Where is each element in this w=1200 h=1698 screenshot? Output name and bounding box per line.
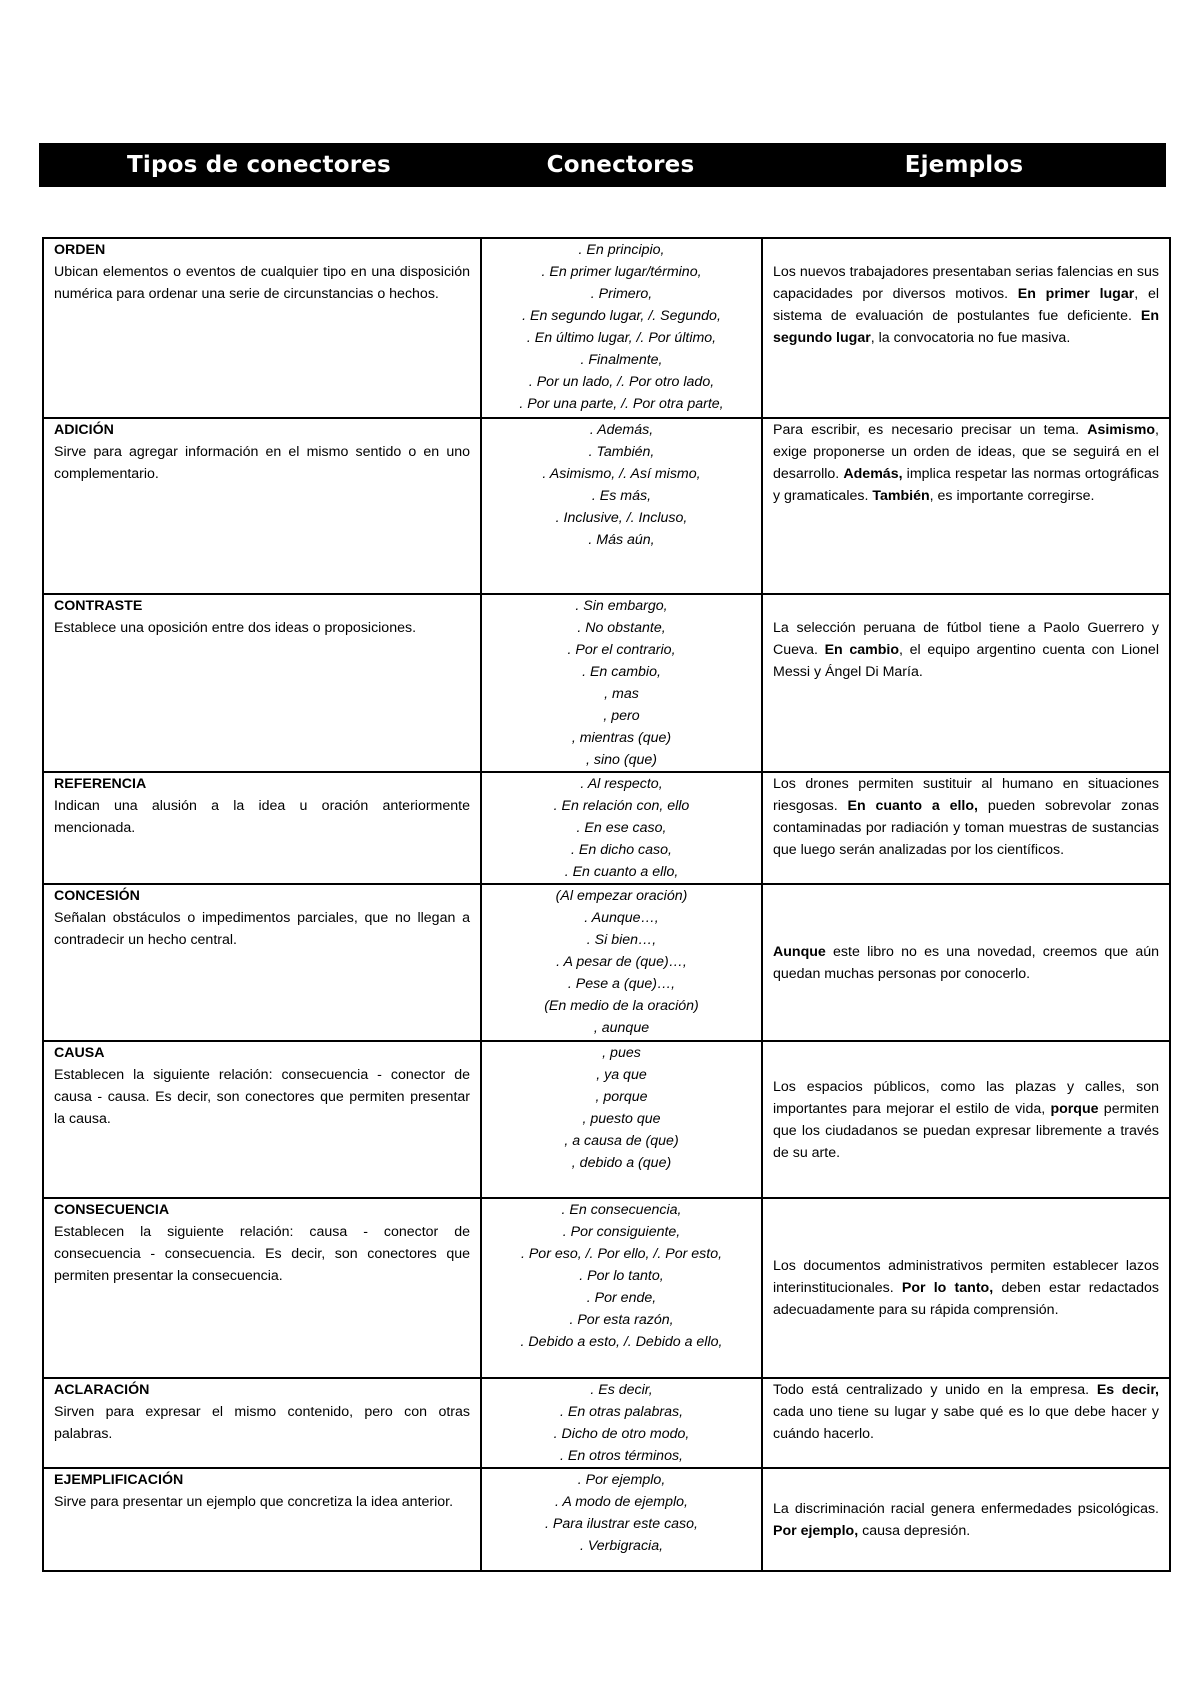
connector-item: . Por esta razón, <box>569 1312 674 1328</box>
connector-item: . Al respecto, <box>580 776 663 792</box>
example-segment: Para escribir, es necesario precisar un tema. <box>773 422 1088 438</box>
category-cell <box>43 1378 481 1468</box>
example-segment: Los drones permiten sustituir al humano en situaciones riesgosas. <box>773 776 1159 814</box>
example-segment: pueden sobrevolar zonas contaminadas por radiación y toman muestras de sustancias que luego serán analizadas por los científicos. <box>773 798 1159 858</box>
connector-item: . En último lugar, /. Por último, <box>526 330 717 346</box>
connector-item: . Por ejemplo, <box>577 1472 666 1488</box>
example-segment: permiten que los ciudadanos se puedan expresar libremente a través de su arte. <box>773 1100 1160 1161</box>
table-header-bar <box>39 143 1166 187</box>
connector-item: . Aunque…, <box>584 910 659 926</box>
example-text <box>763 1498 1169 1542</box>
header-conectores: Conectores <box>546 152 695 178</box>
example-segment: Los nuevos trabajadores presentaban serias falencias en sus capacidades por diversos motivos. <box>773 264 1159 302</box>
connector-item: . Además, <box>589 422 654 438</box>
connector-item: . Verbigracia, <box>579 1538 664 1554</box>
connector-item: . Por consiguiente, <box>562 1224 681 1240</box>
header-ejemplos: Ejemplos <box>904 152 1024 178</box>
category-description: Sirve para presentar un ejemplo que concretiza la idea anterior. <box>54 1494 454 1510</box>
category-title: ADICIÓN <box>54 422 114 438</box>
connector-item: , ya que <box>596 1067 647 1083</box>
example-text <box>763 941 1169 985</box>
connector-item: . Para ilustrar este caso, <box>545 1516 698 1532</box>
connectors-cell <box>481 772 762 884</box>
connectors-table <box>42 237 1171 1572</box>
table-row <box>43 884 1170 1041</box>
example-segment: implica respetar las normas ortográficas y gramaticales. <box>773 466 1159 504</box>
connector-item: . Por un lado, /. Por otro lado, <box>528 374 715 390</box>
connector-item: . Debido a esto, /. Debido a ello, <box>520 1334 723 1350</box>
connector-item: . En dicho caso, <box>571 842 672 858</box>
category-title: EJEMPLIFICACIÓN <box>54 1472 184 1488</box>
connector-item: . A pesar de (que)…, <box>556 954 687 970</box>
category-description: Establecen la siguiente relación: consecuencia - conector de causa - causa. Es decir, son conectores que permiten presentar la causa. <box>54 1067 470 1127</box>
example-connector-highlight: Por ejemplo, <box>773 1522 859 1539</box>
connector-item: . Asimismo, /. Así mismo, <box>542 466 701 482</box>
category-cell <box>43 1468 481 1571</box>
connector-item: . No obstante, <box>577 620 666 636</box>
table-row <box>43 1198 1170 1378</box>
connectors-cell <box>481 1468 762 1571</box>
example-connector-highlight: Por lo tanto, <box>901 1280 994 1296</box>
connectors-cell <box>481 1378 762 1468</box>
connector-item: . En consecuencia, <box>561 1202 682 1218</box>
example-segment: este libro no es una novedad, creemos que aún quedan muchas personas por conocerlo. <box>773 943 1159 982</box>
connector-item: . Inclusive, /. Incluso, <box>555 510 688 526</box>
example-text <box>763 1379 1169 1445</box>
connectors-cell <box>481 1198 762 1378</box>
category-description: Sirve para agregar información en el mismo sentido o en uno complementario. <box>54 444 470 482</box>
example-segment: Los documentos administrativos permiten establecer lazos interinstitucionales. <box>773 1258 1159 1296</box>
example-cell <box>762 238 1170 418</box>
connector-item: . Por ende, <box>586 1290 657 1306</box>
connector-item: . Si bien…, <box>586 932 657 948</box>
example-segment: , la convocatoria no fue masiva. <box>870 330 1071 346</box>
category-title: REFERENCIA <box>54 776 147 792</box>
example-segment: cada uno tiene su lugar y sabe qué es lo que debe hacer y cuándo hacerlo. <box>773 1404 1159 1442</box>
example-connector-highlight: También <box>872 488 930 504</box>
table-row <box>43 1378 1170 1468</box>
connector-item: (En medio de la oración) <box>544 998 699 1014</box>
example-connector-highlight: Asimismo <box>1087 422 1156 438</box>
connector-item: . En principio, <box>578 242 665 258</box>
example-cell <box>762 1378 1170 1468</box>
example-segment: Todo está centralizado y unido en la empresa. <box>773 1382 1097 1398</box>
example-connector-highlight: En cambio <box>824 642 900 658</box>
connector-item: . Por el contrario, <box>567 642 676 658</box>
connector-item: . A modo de ejemplo, <box>554 1494 688 1510</box>
category-cell <box>43 1198 481 1378</box>
category-description: Indican una alusión a la idea u oración anteriormente mencionada. <box>54 798 470 836</box>
category-title: CONTRASTE <box>54 598 143 614</box>
table-row <box>43 1041 1170 1198</box>
connector-item: . En cambio, <box>582 664 661 680</box>
connector-item: . Sin embargo, <box>575 598 668 614</box>
example-segment: , el sistema de evaluación de postulantes fue deficiente. <box>773 286 1159 324</box>
connector-item: . En cuanto a ello, <box>564 864 679 880</box>
connector-item: . En ese caso, <box>576 820 667 836</box>
category-description: Señalan obstáculos o impedimentos parciales, que no llegan a contradecir un hecho central. <box>54 910 470 948</box>
category-cell <box>43 594 481 772</box>
connector-item: , aunque <box>593 1020 650 1036</box>
category-cell <box>43 238 481 418</box>
category-title: CAUSA <box>54 1045 105 1061</box>
connectors-cell <box>481 418 762 594</box>
example-text <box>763 773 1169 861</box>
example-cell <box>762 1041 1170 1198</box>
category-title: CONCESIÓN <box>54 888 140 904</box>
example-text <box>763 1076 1169 1164</box>
example-connector-highlight: En primer lugar <box>1017 286 1135 302</box>
example-cell <box>762 594 1170 772</box>
example-connector-highlight: En segundo lugar <box>773 308 1159 346</box>
category-cell <box>43 1041 481 1198</box>
category-title: CONSECUENCIA <box>54 1202 170 1218</box>
connector-item: . En otras palabras, <box>559 1404 684 1420</box>
table-row <box>43 1468 1170 1571</box>
category-title: ORDEN <box>54 242 106 258</box>
connector-item: , pues <box>602 1045 641 1061</box>
example-segment: deben estar redactados adecuadamente para su rápida comprensión. <box>773 1280 1159 1318</box>
example-cell <box>762 772 1170 884</box>
connector-item: . En segundo lugar, /. Segundo, <box>522 308 721 324</box>
category-description: Sirven para expresar el mismo contenido, pero con otras palabras. <box>54 1404 470 1442</box>
connectors-cell <box>481 1041 762 1198</box>
table-row <box>43 594 1170 772</box>
example-connector-highlight: Además, <box>843 466 903 482</box>
example-text <box>763 1255 1169 1321</box>
example-text <box>763 595 1169 683</box>
connector-item: . En primer lugar/término, <box>541 264 702 280</box>
connectors-cell <box>481 884 762 1041</box>
example-cell <box>762 1468 1170 1571</box>
example-segment: Los espacios públicos, como las plazas y calles, son importantes para mejorar el estilo de vida, <box>773 1078 1159 1117</box>
example-segment: causa depresión. <box>858 1522 971 1539</box>
example-text <box>763 419 1169 507</box>
connector-item: . En relación con, ello <box>553 798 690 814</box>
example-segment: , es importante corregirse. <box>929 488 1095 504</box>
connector-item: . Por lo tanto, <box>579 1268 664 1284</box>
connector-item: (Al empezar oración) <box>555 888 688 904</box>
connector-item: , puesto que <box>582 1111 661 1127</box>
table-row <box>43 418 1170 594</box>
table-row <box>43 238 1170 418</box>
category-description: Establecen la siguiente relación: causa - conector de consecuencia - consecuencia. Es decir, son conectores que permiten presentar la consecuencia. <box>54 1224 470 1284</box>
category-description: Ubican elementos o eventos de cualquier tipo en una disposición numérica para ordenar una serie de circunstancias o hechos. <box>54 264 470 302</box>
category-description: Establece una oposición entre dos ideas o proposiciones. <box>54 620 417 636</box>
connector-item: . Más aún, <box>588 532 655 548</box>
connectors-cell <box>481 238 762 418</box>
example-connector-highlight: Aunque <box>773 943 826 960</box>
connector-item: , sino (que) <box>586 752 657 768</box>
table-row <box>43 772 1170 884</box>
connector-item: . Por una parte, /. Por otra parte, <box>519 396 724 412</box>
connector-item: . Finalmente, <box>580 352 663 368</box>
category-cell <box>43 418 481 594</box>
connector-item: . También, <box>588 444 655 460</box>
connector-item: . En otros términos, <box>559 1448 683 1464</box>
header-tipos: Tipos de conectores <box>127 152 391 178</box>
category-cell <box>43 772 481 884</box>
example-segment: La discriminación racial genera enfermedades psicológicas. <box>773 1500 1159 1517</box>
connector-item: , mientras (que) <box>571 730 672 746</box>
connector-item: . Es decir, <box>590 1382 653 1398</box>
example-connector-highlight: Es decir, <box>1096 1382 1159 1398</box>
connector-item: . Dicho de otro modo, <box>553 1426 690 1442</box>
example-cell <box>762 884 1170 1041</box>
example-segment: , el equipo argentino cuenta con Lionel Messi y Ángel Di María. <box>773 642 1159 680</box>
category-title: ACLARACIÓN <box>54 1382 150 1398</box>
example-connector-highlight: En cuanto a ello, <box>847 798 978 814</box>
connector-item: . Pese a (que)…, <box>567 976 676 992</box>
connector-item: , mas <box>604 686 639 702</box>
connector-item: , a causa de (que) <box>564 1133 679 1149</box>
connector-item: , debido a (que) <box>571 1155 672 1171</box>
connectors-cell <box>481 594 762 772</box>
example-text <box>763 239 1169 349</box>
connector-item: . Primero, <box>590 286 653 302</box>
connector-item: . Es más, <box>591 488 652 504</box>
connector-item: . Por eso, /. Por ello, /. Por esto, <box>520 1246 723 1262</box>
example-connector-highlight: porque <box>1050 1100 1099 1117</box>
connector-item: , porque <box>595 1089 648 1105</box>
connector-item: , pero <box>603 708 640 724</box>
category-cell <box>43 884 481 1041</box>
example-cell <box>762 418 1170 594</box>
example-cell <box>762 1198 1170 1378</box>
example-segment: La selección peruana de fútbol tiene a Paolo Guerrero y Cueva. <box>773 620 1159 658</box>
example-segment: , exige proponerse un orden de ideas, que se seguirá en el desarrollo. <box>773 422 1159 482</box>
